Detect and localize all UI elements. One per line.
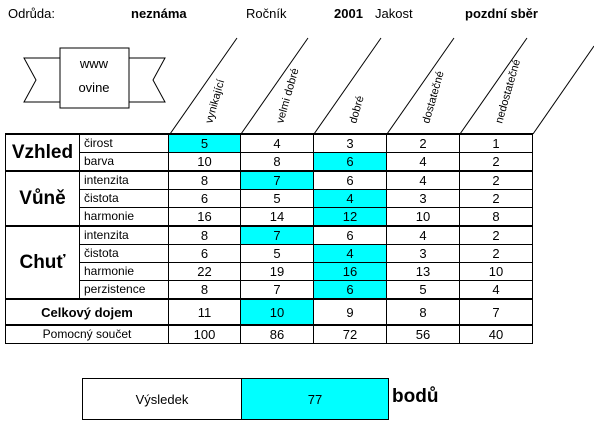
helper-row [6,325,533,344]
score-cell[interactable]: 7 [460,299,533,325]
score-cell[interactable]: 6 [314,226,387,245]
score-cell[interactable]: 2 [460,245,533,263]
score-cell[interactable]: 1 [460,134,533,153]
score-cell[interactable]: 4 [241,134,314,153]
result-value: 77 [242,379,388,419]
table-row [6,281,533,300]
score-cell[interactable]: 8 [169,226,241,245]
score-cell[interactable]: 16 [314,263,387,281]
score-cell[interactable]: 10 [169,153,241,172]
table-row [6,153,533,172]
score-cell[interactable]: 19 [241,263,314,281]
score-cell[interactable]: 2 [460,190,533,208]
score-cell[interactable]: 5 [241,190,314,208]
score-cell[interactable]: 4 [460,281,533,300]
variety-value[interactable]: neznáma [131,6,187,21]
result-unit: bodů [392,386,439,407]
score-cell[interactable]: 6 [169,245,241,263]
table-row [6,208,533,227]
score-cell[interactable]: 2 [460,171,533,190]
score-cell[interactable]: 4 [387,153,460,172]
score-cell[interactable]: 8 [387,299,460,325]
variety-label: Odrůda: [8,6,55,21]
col-header-2: velmi dobré [274,66,302,125]
score-cell[interactable]: 7 [241,171,314,190]
score-cell[interactable]: 22 [169,263,241,281]
col-header-3: dobré [347,94,367,125]
criterion-label: intenzita [80,226,169,245]
score-cell[interactable]: 2 [387,134,460,153]
year-label: Ročník [246,6,287,21]
helper-cell: 100 [169,325,241,344]
score-cell[interactable]: 6 [314,153,387,172]
criterion-label: harmonie [80,263,169,281]
score-cell[interactable]: 8 [460,208,533,227]
score-cell[interactable]: 2 [460,153,533,172]
score-cell[interactable]: 6 [169,190,241,208]
score-cell[interactable]: 14 [241,208,314,227]
helper-label: Pomocný součet [6,325,169,344]
criterion-label: čistota [80,245,169,263]
score-cell[interactable]: 10 [387,208,460,227]
helper-cell: 56 [387,325,460,344]
score-cell[interactable]: 8 [169,281,241,300]
score-cell[interactable]: 13 [387,263,460,281]
score-cell[interactable]: 3 [314,134,387,153]
score-cell[interactable]: 2 [460,226,533,245]
table-row [6,226,533,245]
score-cell[interactable]: 16 [169,208,241,227]
criterion-label: harmonie [80,208,169,227]
quality-value[interactable]: pozdní sběr [465,6,538,21]
score-cell[interactable]: 10 [460,263,533,281]
helper-cell: 86 [241,325,314,344]
score-cell[interactable]: 6 [314,281,387,300]
score-cell[interactable]: 10 [241,299,314,325]
helper-cell: 40 [460,325,533,344]
overall-row [6,299,533,325]
group-label: Chuť [6,226,80,299]
table-row [6,245,533,263]
score-cell[interactable]: 4 [387,226,460,245]
score-cell[interactable]: 5 [241,245,314,263]
col-header-5: nedostatečné [493,58,524,125]
result-box [82,378,389,420]
banner-line1: www [79,56,109,71]
banner-line2: ovine [78,80,110,95]
score-cell[interactable]: 4 [314,190,387,208]
quality-label: Jakost [375,6,413,21]
group-label: Vzhled [6,134,80,171]
criterion-label: perzistence [80,281,169,300]
score-cell[interactable]: 8 [169,171,241,190]
score-cell[interactable]: 7 [241,281,314,300]
score-cell[interactable]: 3 [387,245,460,263]
col-header-4: dostatečné [420,69,447,125]
score-cell[interactable]: 9 [314,299,387,325]
col-header-1: vynikající [203,78,228,125]
score-table [5,133,533,344]
score-cell[interactable]: 11 [169,299,241,325]
criterion-label: barva [80,153,169,172]
score-cell[interactable]: 6 [314,171,387,190]
column-headers [0,0,594,135]
table-row [6,263,533,281]
group-label: Vůně [6,171,80,226]
table-row [6,190,533,208]
result-label: Výsledek [83,379,242,419]
overall-label: Celkový dojem [6,299,169,325]
score-cell[interactable]: 8 [241,153,314,172]
criterion-label: čistota [80,190,169,208]
score-cell[interactable]: 12 [314,208,387,227]
year-value[interactable]: 2001 [334,6,363,21]
table-row [6,134,533,153]
score-cell[interactable]: 5 [169,134,241,153]
score-cell[interactable]: 3 [387,190,460,208]
score-cell[interactable]: 4 [314,245,387,263]
criterion-label: intenzita [80,171,169,190]
score-cell[interactable]: 5 [387,281,460,300]
score-cell[interactable]: 4 [387,171,460,190]
helper-cell: 72 [314,325,387,344]
table-row [6,171,533,190]
score-cell[interactable]: 7 [241,226,314,245]
criterion-label: čirost [80,134,169,153]
